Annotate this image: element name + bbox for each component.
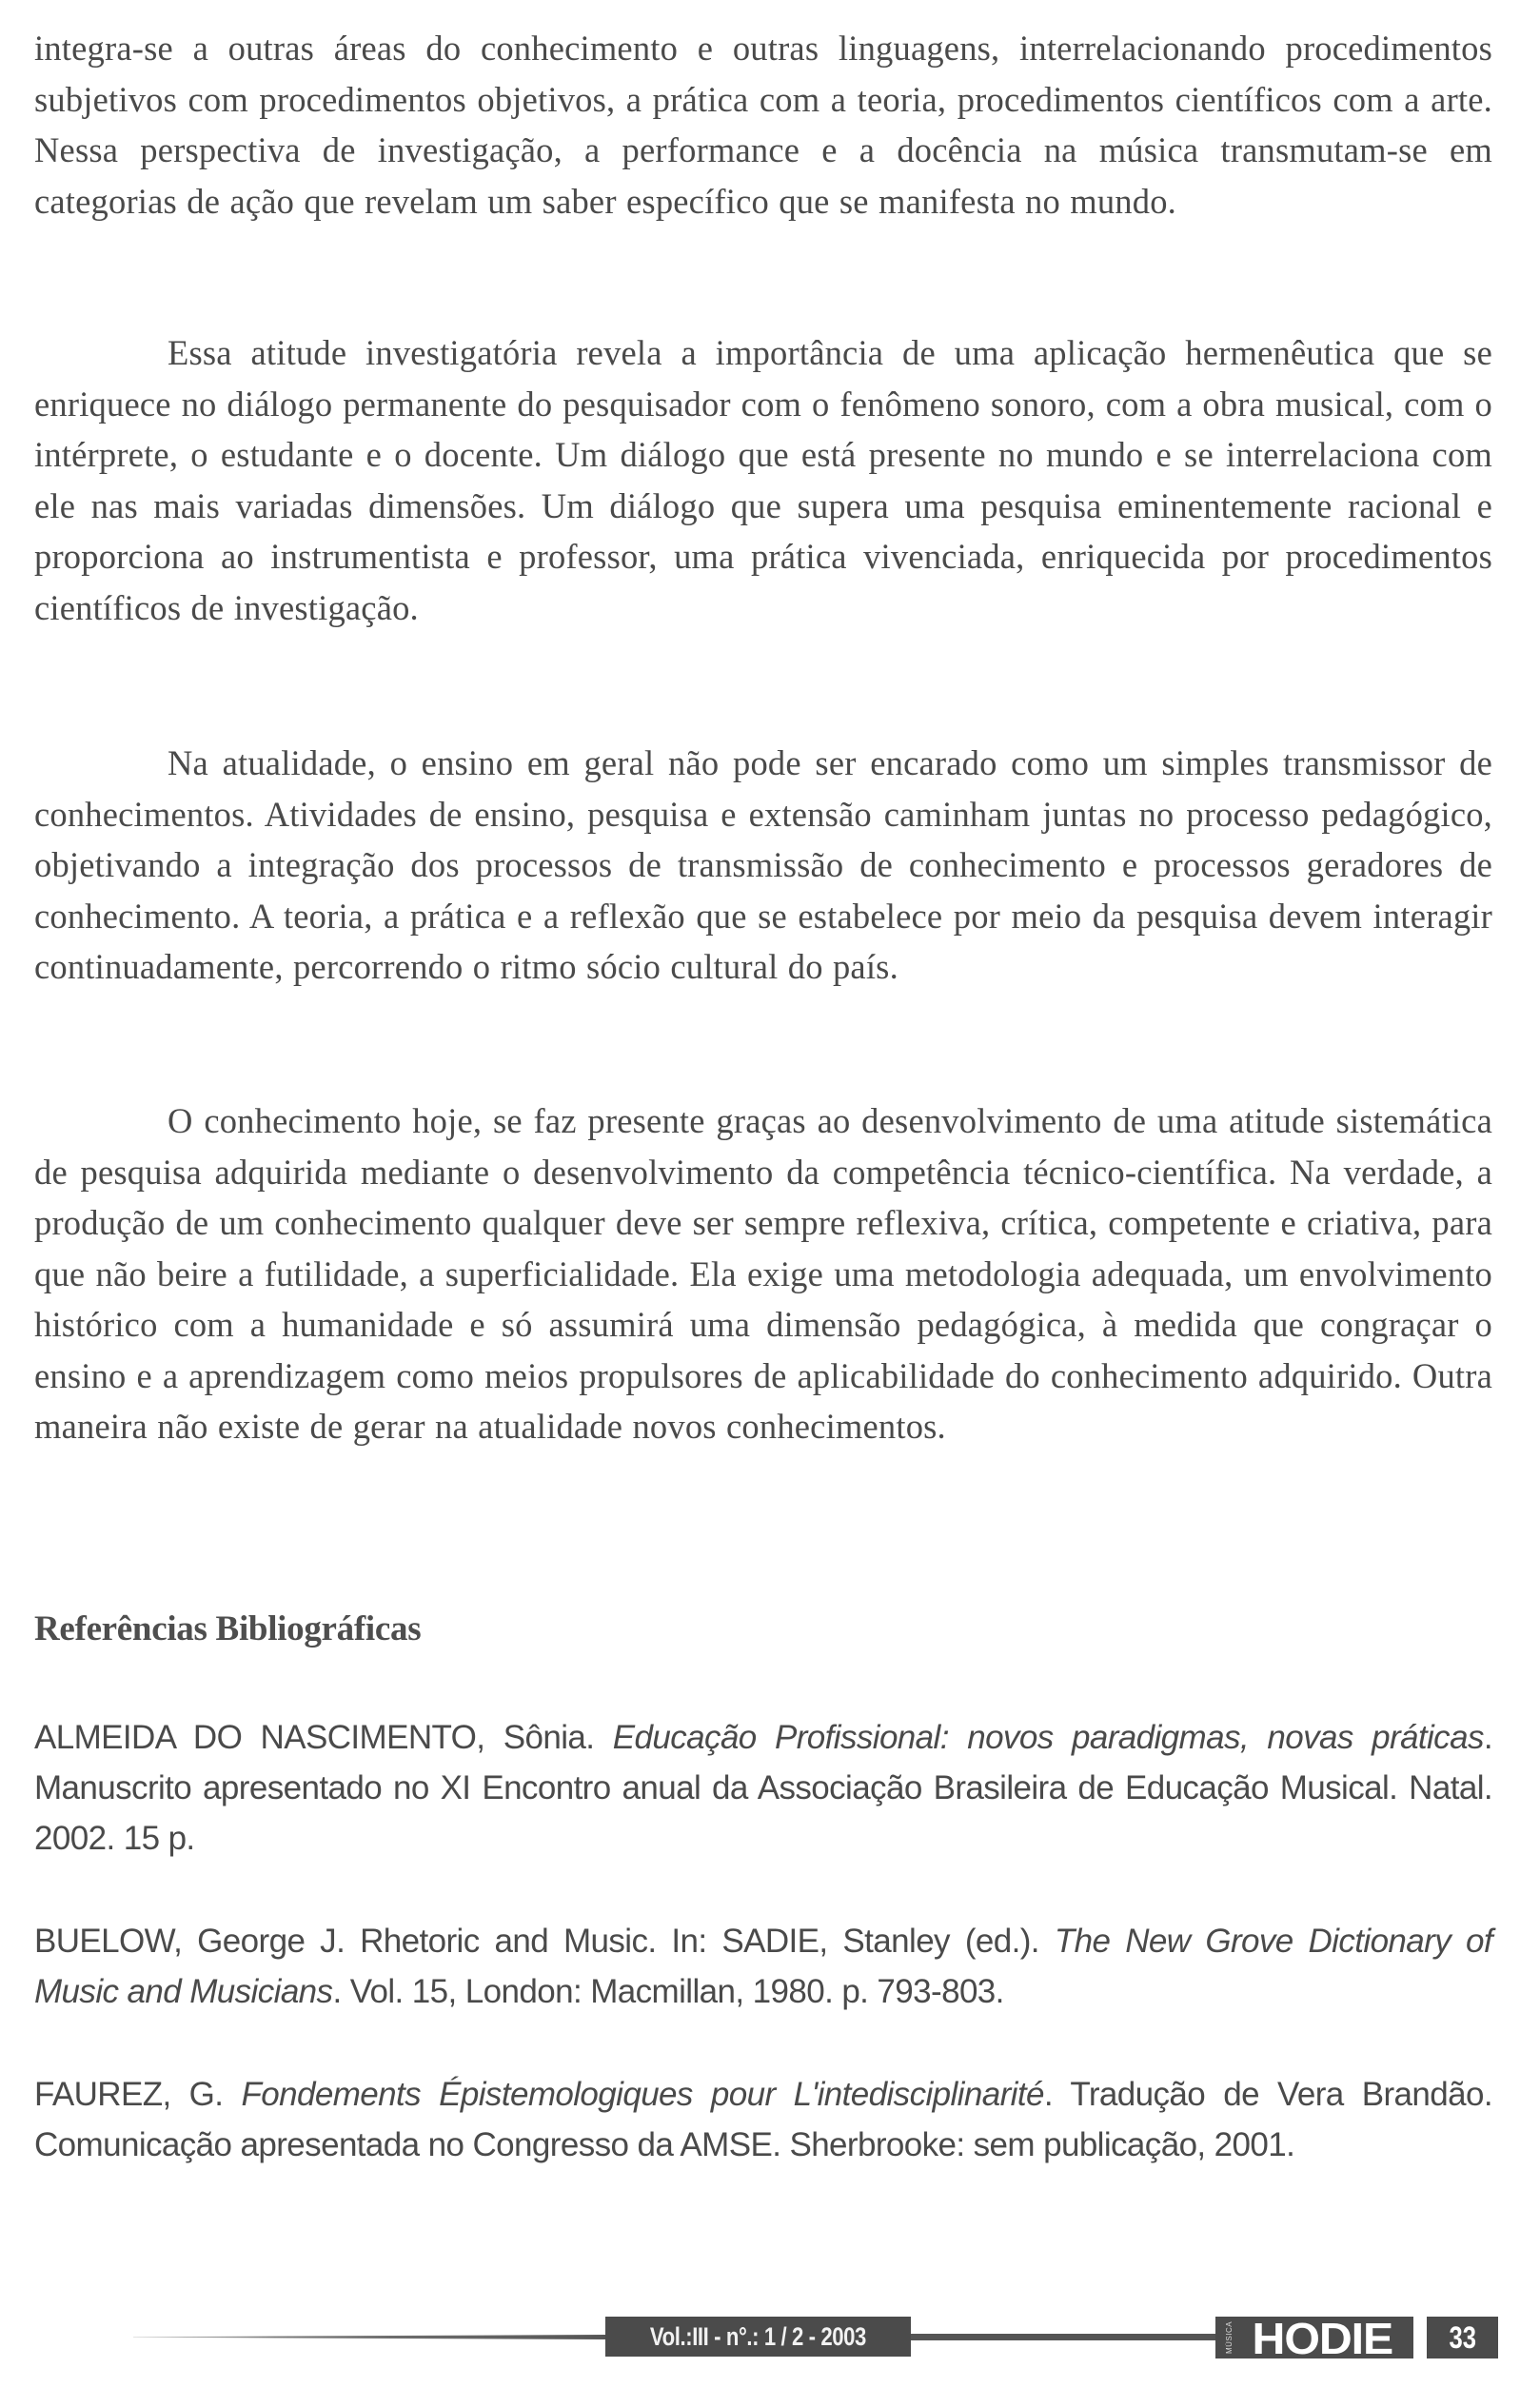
reference-item bbox=[34, 1712, 1492, 1864]
reference-text: . Manuscrito apresentado no XI Encontro anual da Associação Brasileira de Educação Musical. Natal. 2002. 15 p. bbox=[34, 1719, 1492, 1857]
page-number: 33 bbox=[1449, 2320, 1476, 2355]
footer-rule-left bbox=[133, 2335, 606, 2339]
reference-text: FAUREZ, G. bbox=[34, 2076, 242, 2113]
logo-subtitle: MÚSICA bbox=[1225, 2320, 1234, 2355]
body-paragraph: integra-se a outras áreas do conhecimento e outras linguagens, interrelacionando procedimentos subjetivos com procedimentos objetivos, a prática com a teoria, procedimentos científicos com a arte. Nessa perspectiva de investigação, a performance e a docência na música transmutam-se em categorias de ação que revelam um saber específico que se manifesta no mundo. bbox=[34, 29, 1492, 221]
footer-rule-middle bbox=[911, 2334, 1215, 2340]
reference-title: Fondements Épistemologiques pour L'intedisciplinarité bbox=[241, 2076, 1044, 2113]
reference-text: BUELOW, George J. Rhetoric and Music. In: SADIE, Stanley (ed.). bbox=[34, 1923, 1055, 1960]
body-paragraph: Essa atitude investigatória revela a importância de uma aplicação hermenêutica que se enriquece no diálogo permanente do pesquisador com o fenômeno sonoro, com a obra musical, com o intérprete, o estudante e o docente. Um diálogo que está presente no mundo e se interrelaciona com ele nas mais variadas dimensões. Um diálogo que supera uma pesquisa eminentemente racional e proporciona ao instrumentista e professor, uma prática vivenciada, enriquecida por procedimentos científicos de investigação. bbox=[34, 333, 1492, 627]
page-number-badge bbox=[1427, 2317, 1498, 2358]
reference-title: Educação Profissional: novos paradigmas, novas práticas bbox=[612, 1719, 1484, 1756]
logo-text: HODIE bbox=[1252, 2317, 1392, 2358]
reference-text: . Vol. 15, London: Macmillan, 1980. p. 793-803. bbox=[332, 1973, 1004, 2010]
journal-logo bbox=[1215, 2317, 1413, 2358]
body-paragraph: O conhecimento hoje, se faz presente graças ao desenvolvimento de uma atitude sistemática de pesquisa adquirida mediante o desenvolvimento da competência técnico-científica. Na verdade, a produção de um conhecimento qualquer deve ser sempre reflexiva, crítica, competente e criativa, para que não beire a futilidade, a superficialidade. Ela exige uma metodologia adequada, um envolvimento histórico com a humanidade e só assumirá uma dimensão pedagógica, à medida que congraçar o ensino e a aprendizagem como meios propulsores de aplicabilidade do conhecimento adquirido. Outra maneira não existe de gerar na atualidade novos conhecimentos. bbox=[34, 1101, 1492, 1446]
reference-item bbox=[34, 2069, 1492, 2170]
body-paragraph: Na atualidade, o ensino em geral não pode ser encarado como um simples transmissor de conhecimentos. Atividades de ensino, pesquisa e extensão caminham juntas no processo pedagógico, objetivando a integração dos processos de transmissão de conhecimento e processos geradores de conhecimento. A teoria, a prática e a reflexão que se estabelece por meio da pesquisa devem interagir continuadamente, percorrendo o ritmo sócio cultural do país. bbox=[34, 743, 1492, 986]
volume-badge bbox=[605, 2317, 911, 2357]
volume-label: Vol.:III - n°.: 1 / 2 - 2003 bbox=[649, 2322, 867, 2351]
references-heading: Referências Bibliográficas bbox=[34, 1609, 422, 1648]
reference-item bbox=[34, 1916, 1492, 2017]
page-footer bbox=[0, 2308, 1540, 2365]
reference-text: ALMEIDA DO NASCIMENTO, Sônia. bbox=[34, 1719, 613, 1756]
reference-title: The New Grove Dictionary of Music and Musicians bbox=[34, 1923, 1492, 2010]
logo-wordmark bbox=[1236, 2317, 1408, 2358]
reference-text: . Tradução de Vera Brandão. Comunicação apresentada no Congresso da AMSE. Sherbrooke: sem publicação, 2001. bbox=[34, 2076, 1492, 2163]
